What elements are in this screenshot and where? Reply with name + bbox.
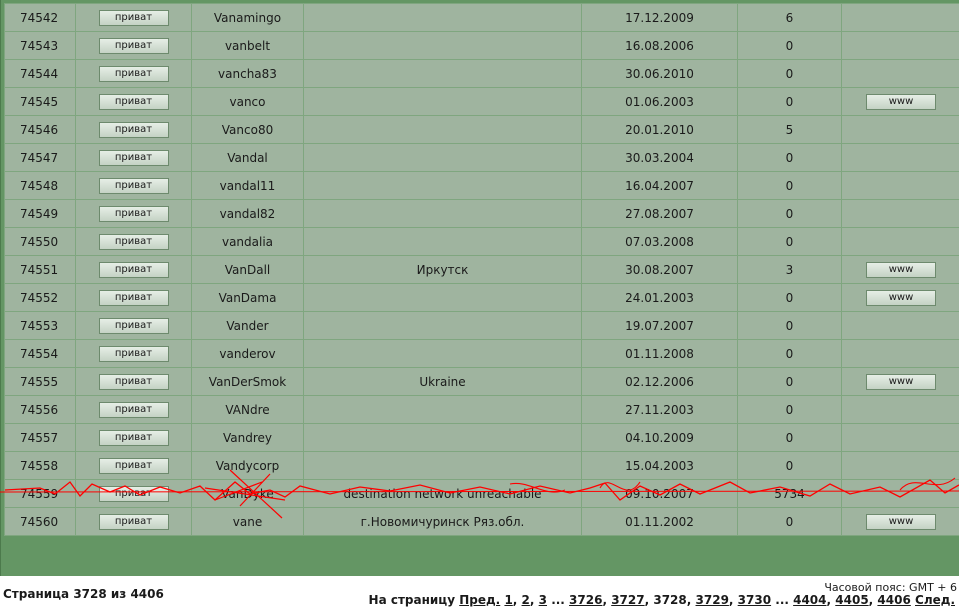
member-join-date: 01.11.2008 — [582, 340, 738, 368]
member-row — [5, 228, 959, 256]
member-row — [5, 256, 959, 284]
member-post-count: 0 — [738, 172, 842, 200]
member-row — [5, 452, 959, 480]
member-post-count: 0 — [738, 284, 842, 312]
member-id: 74550 — [5, 228, 76, 256]
pm-cell — [76, 144, 192, 172]
page-counter: Страница 3728 из 4406 — [3, 587, 164, 601]
member-join-date: 27.08.2007 — [582, 200, 738, 228]
website-cell — [842, 480, 959, 508]
member-location — [304, 284, 582, 312]
pm-cell — [76, 228, 192, 256]
private-message-button[interactable]: приват — [99, 10, 169, 26]
website-button[interactable]: www — [866, 94, 936, 110]
member-id: 74558 — [5, 452, 76, 480]
member-location — [304, 144, 582, 172]
private-message-button[interactable]: приват — [99, 122, 169, 138]
pm-cell — [76, 368, 192, 396]
member-name: Vandycorp — [192, 452, 304, 480]
pm-cell — [76, 396, 192, 424]
timezone-label: Часовой пояс: GMT + 6 — [824, 581, 957, 594]
member-name: vandalia — [192, 228, 304, 256]
private-message-button[interactable]: приват — [99, 486, 169, 502]
member-row — [5, 340, 959, 368]
member-id: 74555 — [5, 368, 76, 396]
member-join-date: 07.03.2008 — [582, 228, 738, 256]
memberlist-rows — [5, 4, 959, 536]
page-link[interactable]: 4405 — [835, 593, 869, 607]
member-join-date: 20.01.2010 — [582, 116, 738, 144]
member-row — [5, 144, 959, 172]
member-join-date: 24.01.2003 — [582, 284, 738, 312]
member-name: Vander — [192, 312, 304, 340]
member-row — [5, 88, 959, 116]
member-location: Иркутск — [304, 256, 582, 284]
website-cell — [842, 88, 959, 116]
member-name: Vandrey — [192, 424, 304, 452]
member-location — [304, 424, 582, 452]
member-join-date: 17.12.2009 — [582, 4, 738, 32]
website-cell — [842, 508, 959, 536]
website-cell — [842, 200, 959, 228]
private-message-button[interactable]: приват — [99, 150, 169, 166]
member-join-date: 16.04.2007 — [582, 172, 738, 200]
member-row — [5, 200, 959, 228]
member-post-count: 5 — [738, 116, 842, 144]
website-cell — [842, 4, 959, 32]
member-location — [304, 116, 582, 144]
website-button[interactable]: www — [866, 514, 936, 530]
pagination — [369, 593, 955, 607]
pm-cell — [76, 200, 192, 228]
website-button[interactable]: www — [866, 290, 936, 306]
website-cell — [842, 144, 959, 172]
website-cell — [842, 368, 959, 396]
member-join-date: 19.07.2007 — [582, 312, 738, 340]
private-message-button[interactable]: приват — [99, 346, 169, 362]
website-button[interactable]: www — [866, 374, 936, 390]
member-name: vane — [192, 508, 304, 536]
private-message-button[interactable]: приват — [99, 430, 169, 446]
page-link[interactable]: 2 — [521, 593, 530, 607]
website-cell — [842, 396, 959, 424]
page-link[interactable]: 3726 — [569, 593, 603, 607]
page-separator: , — [644, 593, 654, 607]
member-location — [304, 60, 582, 88]
member-join-date: 27.11.2003 — [582, 396, 738, 424]
member-post-count: 0 — [738, 508, 842, 536]
private-message-button[interactable]: приват — [99, 318, 169, 334]
member-post-count: 0 — [738, 312, 842, 340]
member-row — [5, 60, 959, 88]
page-separator: , — [826, 593, 836, 607]
pm-cell — [76, 60, 192, 88]
page-separator: , — [686, 593, 696, 607]
page-separator: ... — [771, 593, 794, 607]
member-post-count: 5734 — [738, 480, 842, 508]
member-id: 74556 — [5, 396, 76, 424]
member-location — [304, 200, 582, 228]
current-page: 3728 — [653, 593, 687, 607]
member-row — [5, 396, 959, 424]
website-cell — [842, 60, 959, 88]
private-message-button[interactable]: приват — [99, 514, 169, 530]
member-name: vandal82 — [192, 200, 304, 228]
private-message-button[interactable]: приват — [99, 374, 169, 390]
member-join-date: 16.08.2006 — [582, 32, 738, 60]
member-id: 74544 — [5, 60, 76, 88]
member-post-count: 0 — [738, 32, 842, 60]
page-separator: , — [868, 593, 878, 607]
member-join-date: 01.06.2003 — [582, 88, 738, 116]
website-cell — [842, 32, 959, 60]
pm-cell — [76, 452, 192, 480]
private-message-button[interactable]: приват — [99, 94, 169, 110]
member-name: VANdre — [192, 396, 304, 424]
member-post-count: 0 — [738, 424, 842, 452]
member-id: 74551 — [5, 256, 76, 284]
page-link[interactable]: 3 — [538, 593, 548, 607]
pm-cell — [76, 4, 192, 32]
member-name: VanDama — [192, 284, 304, 312]
member-id: 74543 — [5, 32, 76, 60]
member-name: vandal11 — [192, 172, 304, 200]
member-post-count: 0 — [738, 200, 842, 228]
member-id: 74549 — [5, 200, 76, 228]
member-row — [5, 32, 959, 60]
member-location — [304, 228, 582, 256]
page-link[interactable]: 3727 — [611, 593, 645, 607]
member-row — [5, 424, 959, 452]
page-link[interactable]: 3730 — [737, 593, 772, 607]
website-cell — [842, 228, 959, 256]
member-id: 74559 — [5, 480, 76, 508]
member-row — [5, 172, 959, 200]
member-id: 74554 — [5, 340, 76, 368]
website-cell — [842, 172, 959, 200]
member-row — [5, 368, 959, 396]
private-message-button[interactable]: приват — [99, 262, 169, 278]
member-name: VanDyke — [192, 480, 304, 508]
pm-cell — [76, 116, 192, 144]
page-separator: , — [512, 593, 522, 607]
member-name: VanDerSmok — [192, 368, 304, 396]
pm-cell — [76, 256, 192, 284]
member-join-date: 01.11.2002 — [582, 508, 738, 536]
website-cell — [842, 256, 959, 284]
private-message-button[interactable]: приват — [99, 38, 169, 54]
private-message-button[interactable]: приват — [99, 458, 169, 474]
pager-label: На страницу — [368, 593, 456, 607]
page-separator: , — [602, 593, 612, 607]
member-id: 74553 — [5, 312, 76, 340]
private-message-button[interactable]: приват — [99, 234, 169, 250]
member-post-count: 3 — [738, 256, 842, 284]
pm-cell — [76, 480, 192, 508]
website-cell — [842, 340, 959, 368]
member-location: г.Новомичуринск Ряз.обл. — [304, 508, 582, 536]
pm-cell — [76, 340, 192, 368]
member-id: 74548 — [5, 172, 76, 200]
member-id: 74546 — [5, 116, 76, 144]
member-id: 74560 — [5, 508, 76, 536]
member-location — [304, 172, 582, 200]
member-location — [304, 396, 582, 424]
page-link[interactable]: 1 — [504, 593, 513, 607]
member-id: 74545 — [5, 88, 76, 116]
member-post-count: 0 — [738, 144, 842, 172]
member-id: 74547 — [5, 144, 76, 172]
member-location — [304, 32, 582, 60]
member-location — [304, 452, 582, 480]
member-row — [5, 116, 959, 144]
member-post-count: 0 — [738, 396, 842, 424]
page-link[interactable]: 3729 — [695, 593, 729, 607]
member-name: Vanamingo — [192, 4, 304, 32]
memberlist-table — [4, 3, 959, 536]
pm-cell — [76, 284, 192, 312]
page-separator: , — [728, 593, 738, 607]
private-message-button[interactable]: приват — [99, 290, 169, 306]
member-location — [304, 4, 582, 32]
member-name: vanderov — [192, 340, 304, 368]
member-join-date: 30.03.2004 — [582, 144, 738, 172]
member-location: Ukraine — [304, 368, 582, 396]
member-row — [5, 480, 959, 508]
private-message-button[interactable]: приват — [99, 178, 169, 194]
member-row — [5, 4, 959, 32]
member-id: 74552 — [5, 284, 76, 312]
member-name: vancha83 — [192, 60, 304, 88]
pm-cell — [76, 508, 192, 536]
member-name: VanDall — [192, 256, 304, 284]
website-cell — [842, 452, 959, 480]
member-id: 74542 — [5, 4, 76, 32]
member-name: vanco — [192, 88, 304, 116]
member-location — [304, 340, 582, 368]
pm-cell — [76, 172, 192, 200]
member-row — [5, 312, 959, 340]
pm-cell — [76, 88, 192, 116]
member-join-date: 30.08.2007 — [582, 256, 738, 284]
member-post-count: 0 — [738, 228, 842, 256]
member-join-date: 02.12.2006 — [582, 368, 738, 396]
page-separator: ... — [547, 593, 570, 607]
website-button[interactable]: www — [866, 262, 936, 278]
website-cell — [842, 312, 959, 340]
page-list — [504, 593, 915, 607]
next-page-link[interactable]: След. — [915, 593, 955, 607]
member-name: vanbelt — [192, 32, 304, 60]
member-row — [5, 284, 959, 312]
member-post-count: 0 — [738, 60, 842, 88]
member-location: destination network unreachable — [304, 480, 582, 508]
website-cell — [842, 116, 959, 144]
member-join-date: 30.06.2010 — [582, 60, 738, 88]
member-name: Vanco80 — [192, 116, 304, 144]
member-location — [304, 88, 582, 116]
member-join-date: 15.04.2003 — [582, 452, 738, 480]
private-message-button[interactable]: приват — [99, 206, 169, 222]
member-post-count: 0 — [738, 452, 842, 480]
member-post-count: 6 — [738, 4, 842, 32]
website-cell — [842, 284, 959, 312]
pm-cell — [76, 32, 192, 60]
member-post-count: 0 — [738, 88, 842, 116]
page-link[interactable]: 4404 — [793, 593, 827, 607]
member-location — [304, 312, 582, 340]
private-message-button[interactable]: приват — [99, 66, 169, 82]
private-message-button[interactable]: приват — [99, 402, 169, 418]
footer-bar — [0, 576, 959, 611]
member-row — [5, 508, 959, 536]
member-post-count: 0 — [738, 340, 842, 368]
member-join-date: 04.10.2009 — [582, 424, 738, 452]
member-id: 74557 — [5, 424, 76, 452]
pm-cell — [76, 424, 192, 452]
website-cell — [842, 424, 959, 452]
member-name: Vandal — [192, 144, 304, 172]
member-join-date: 09.10.2007 — [582, 480, 738, 508]
page-separator: , — [529, 593, 539, 607]
prev-page-link[interactable]: Пред. — [459, 593, 501, 607]
pm-cell — [76, 312, 192, 340]
page-link[interactable]: 4406 — [877, 593, 911, 607]
member-post-count: 0 — [738, 368, 842, 396]
